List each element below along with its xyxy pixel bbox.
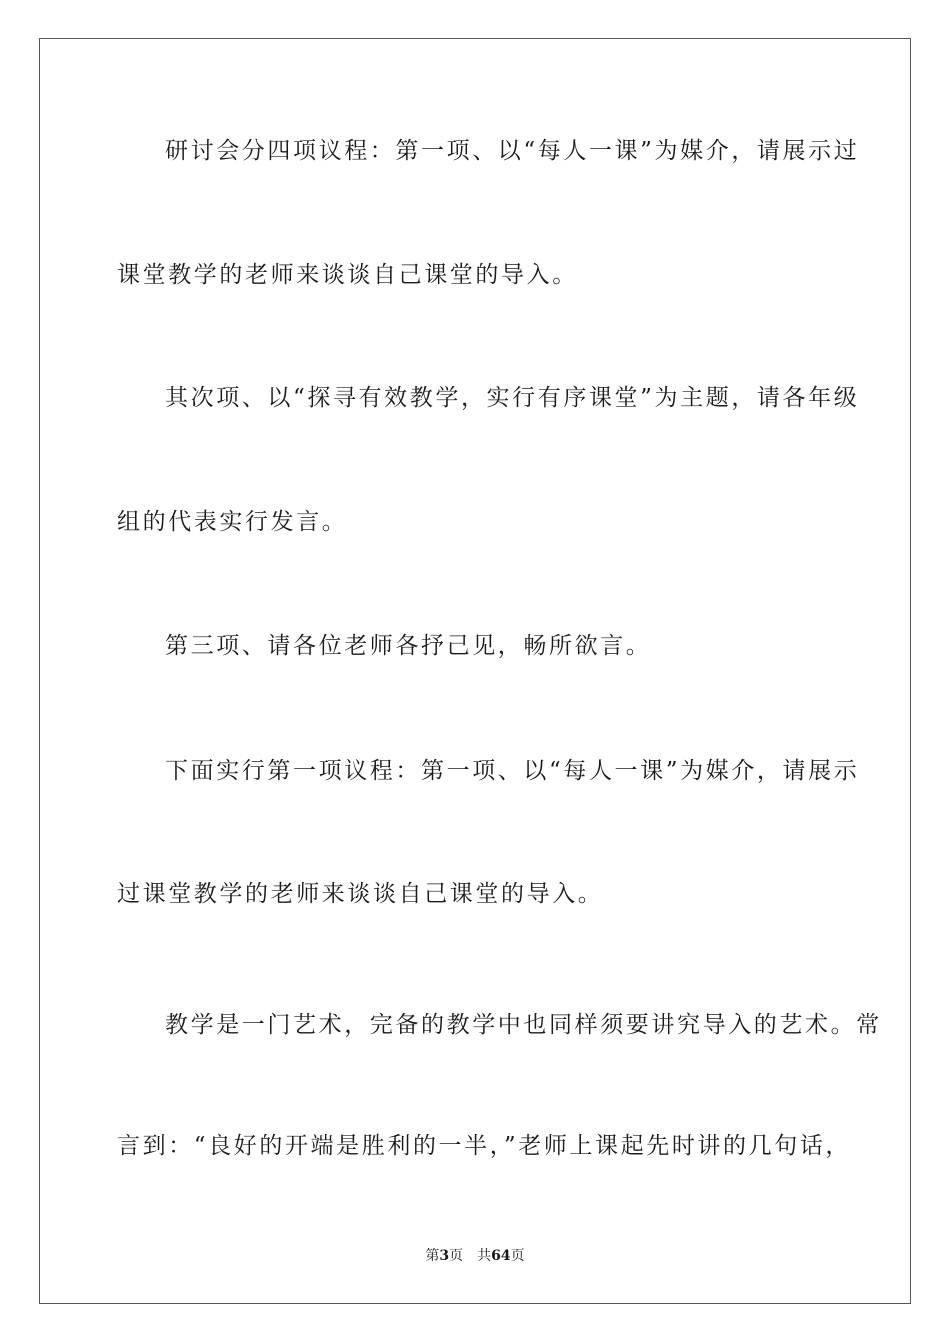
paragraph-2-line-2: 组的代表实行发言。 — [117, 509, 348, 535]
paragraph-4-line-2: 过课堂教学的老师来谈谈自己课堂的导入。 — [117, 881, 604, 907]
paragraph-3-line-1: 第三项、请各位老师各抒己见，畅所欲言。 — [165, 633, 652, 659]
page-suffix: 页 — [449, 1248, 464, 1264]
paragraph-1-line-1: 研讨会分四项议程：第一项、以“每人一课”为媒介，请展示过 — [165, 138, 860, 164]
total-pages: 64 — [491, 1248, 511, 1264]
paragraph-2-line-1: 其次项、以“探寻有效教学，实行有序课堂”为主题，请各年级 — [165, 385, 860, 411]
paragraph-4-line-1: 下面实行第一项议程：第一项、以“每人一课”为媒介，请展示 — [165, 758, 860, 784]
paragraph-5-line-2: 言到：“良好的开端是胜利的一半，”老师上课起先时讲的几句话， — [117, 1133, 852, 1159]
page-number: 3 — [439, 1248, 450, 1264]
page-footer — [0, 1246, 950, 1266]
page-prefix: 第 — [425, 1248, 440, 1264]
total-prefix: 共 — [477, 1248, 492, 1264]
paragraph-1-line-2: 课堂教学的老师来谈谈自己课堂的导入。 — [117, 262, 578, 288]
page-border — [39, 38, 911, 1304]
paragraph-5-line-1: 教学是一门艺术，完备的教学中也同样须要讲究导入的艺术。常 — [165, 1012, 882, 1038]
total-suffix: 页 — [510, 1248, 525, 1264]
